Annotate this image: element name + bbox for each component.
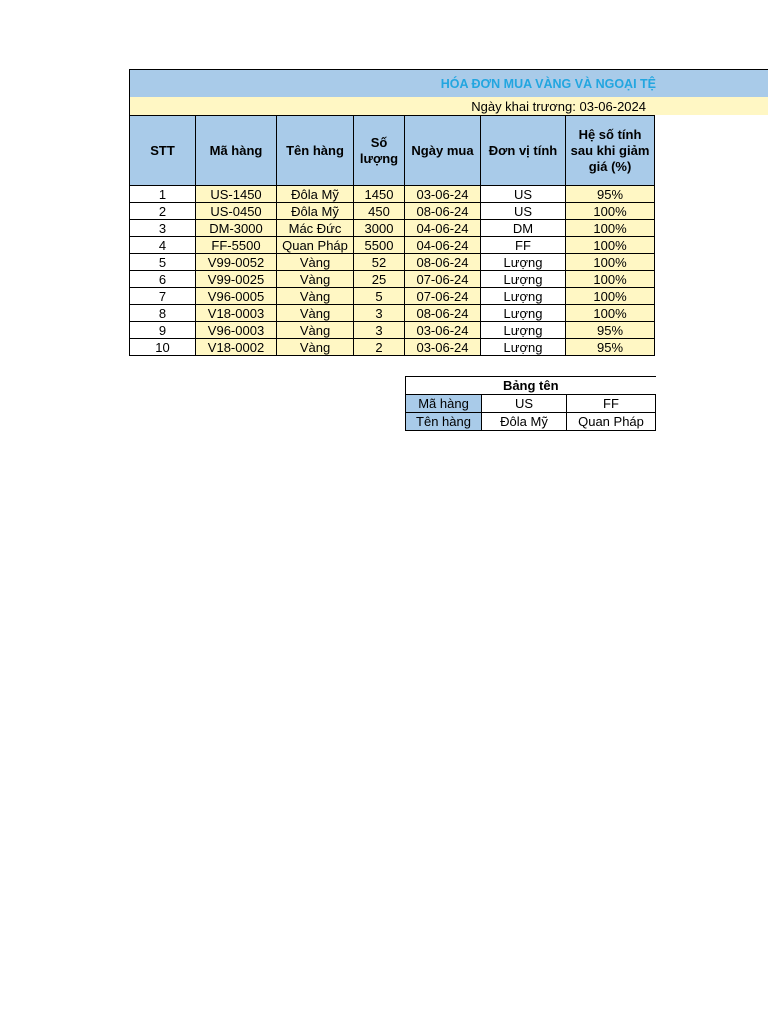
invoice-header-row [130,116,655,186]
cell-ma-hang: V96-0005 [196,288,277,305]
lookup-row-header: Mã hàng [406,395,482,413]
lookup-row [406,395,656,413]
cell-he-so: 100% [566,203,655,220]
cell-so-luong: 5 [354,288,405,305]
cell-stt: 6 [130,271,196,288]
table-row [130,254,655,271]
lookup-row [406,413,656,431]
cell-ma-hang: V99-0052 [196,254,277,271]
cell-he-so: 95% [566,322,655,339]
cell-stt: 5 [130,254,196,271]
cell-ngay-mua: 07-06-24 [405,271,481,288]
cell-so-luong: 5500 [354,237,405,254]
cell-ma-hang: V18-0003 [196,305,277,322]
cell-ma-hang: FF-5500 [196,237,277,254]
cell-so-luong: 3000 [354,220,405,237]
cell-so-luong: 3 [354,305,405,322]
table-row [130,220,655,237]
col-header-stt: STT [130,116,196,186]
invoice-title: HÓA ĐƠN MUA VÀNG VÀ NGOẠI TỆ [440,77,656,91]
cell-ma-hang: US-0450 [196,203,277,220]
cell-ma-hang: DM-3000 [196,220,277,237]
cell-so-luong: 450 [354,203,405,220]
col-header-ten-hang: Tên hàng [277,116,354,186]
cell-ten-hang: Vàng [277,339,354,356]
cell-stt: 7 [130,288,196,305]
cell-stt: 3 [130,220,196,237]
cell-don-vi-tinh: Lượng [481,271,566,288]
table-row [130,203,655,220]
lookup-title: Bảng tên [406,377,656,395]
cell-he-so: 95% [566,186,655,203]
cell-he-so: 100% [566,305,655,322]
col-header-ngay-mua: Ngày mua [405,116,481,186]
cell-he-so: 100% [566,288,655,305]
cell-ngay-mua: 04-06-24 [405,237,481,254]
cell-so-luong: 1450 [354,186,405,203]
cell-don-vi-tinh: Lượng [481,339,566,356]
table-row [130,271,655,288]
cell-ngay-mua: 03-06-24 [405,322,481,339]
opening-date: Ngày khai trương: 03-06-2024 [471,98,646,114]
cell-ten-hang: Vàng [277,288,354,305]
cell-stt: 2 [130,203,196,220]
cell-stt: 9 [130,322,196,339]
table-row [130,288,655,305]
cell-ten-hang: Vàng [277,322,354,339]
cell-ten-hang: Mác Đức [277,220,354,237]
table-row [130,237,655,254]
cell-ngay-mua: 08-06-24 [405,305,481,322]
cell-ngay-mua: 03-06-24 [405,186,481,203]
cell-don-vi-tinh: Lượng [481,305,566,322]
lookup-title-row [406,377,656,395]
cell-so-luong: 52 [354,254,405,271]
col-header-he-so: Hệ số tính sau khi giảm giá (%) [566,116,655,186]
cell-ma-hang: V96-0003 [196,322,277,339]
table-row [130,186,655,203]
cell-ten-hang: Vàng [277,305,354,322]
cell-ten-hang: Đôla Mỹ [277,203,354,220]
lookup-table [405,376,656,431]
cell-ten-hang: Quan Pháp [277,237,354,254]
cell-ten-hang: Vàng [277,254,354,271]
cell-he-so: 100% [566,254,655,271]
cell-don-vi-tinh: Lượng [481,322,566,339]
cell-don-vi-tinh: FF [481,237,566,254]
cell-so-luong: 25 [354,271,405,288]
cell-ten-hang: Vàng [277,271,354,288]
cell-he-so: 100% [566,271,655,288]
cell-so-luong: 3 [354,322,405,339]
cell-ngay-mua: 04-06-24 [405,220,481,237]
cell-ma-hang: V18-0002 [196,339,277,356]
cell-so-luong: 2 [354,339,405,356]
cell-don-vi-tinh: Lượng [481,288,566,305]
cell-stt: 1 [130,186,196,203]
cell-ma-hang: V99-0025 [196,271,277,288]
cell-he-so: 95% [566,339,655,356]
lookup-cell: FF [567,395,656,413]
lookup-cell: Quan Pháp [567,413,656,431]
col-header-so-luong: Số lượng [354,116,405,186]
cell-ngay-mua: 07-06-24 [405,288,481,305]
lookup-row-header: Tên hàng [406,413,482,431]
cell-ngay-mua: 08-06-24 [405,254,481,271]
table-row [130,322,655,339]
invoice-table [129,115,655,356]
col-header-ma-hang: Mã hàng [196,116,277,186]
cell-stt: 4 [130,237,196,254]
lookup-cell: US [482,395,567,413]
date-band [129,97,768,115]
cell-don-vi-tinh: DM [481,220,566,237]
cell-don-vi-tinh: US [481,203,566,220]
table-row [130,305,655,322]
title-band [129,69,768,97]
cell-ngay-mua: 08-06-24 [405,203,481,220]
cell-stt: 10 [130,339,196,356]
col-header-don-vi-tinh: Đơn vị tính [481,116,566,186]
cell-ngay-mua: 03-06-24 [405,339,481,356]
cell-ten-hang: Đôla Mỹ [277,186,354,203]
cell-he-so: 100% [566,237,655,254]
cell-don-vi-tinh: US [481,186,566,203]
cell-stt: 8 [130,305,196,322]
lookup-cell: Đôla Mỹ [482,413,567,431]
cell-ma-hang: US-1450 [196,186,277,203]
cell-don-vi-tinh: Lượng [481,254,566,271]
cell-he-so: 100% [566,220,655,237]
table-row [130,339,655,356]
